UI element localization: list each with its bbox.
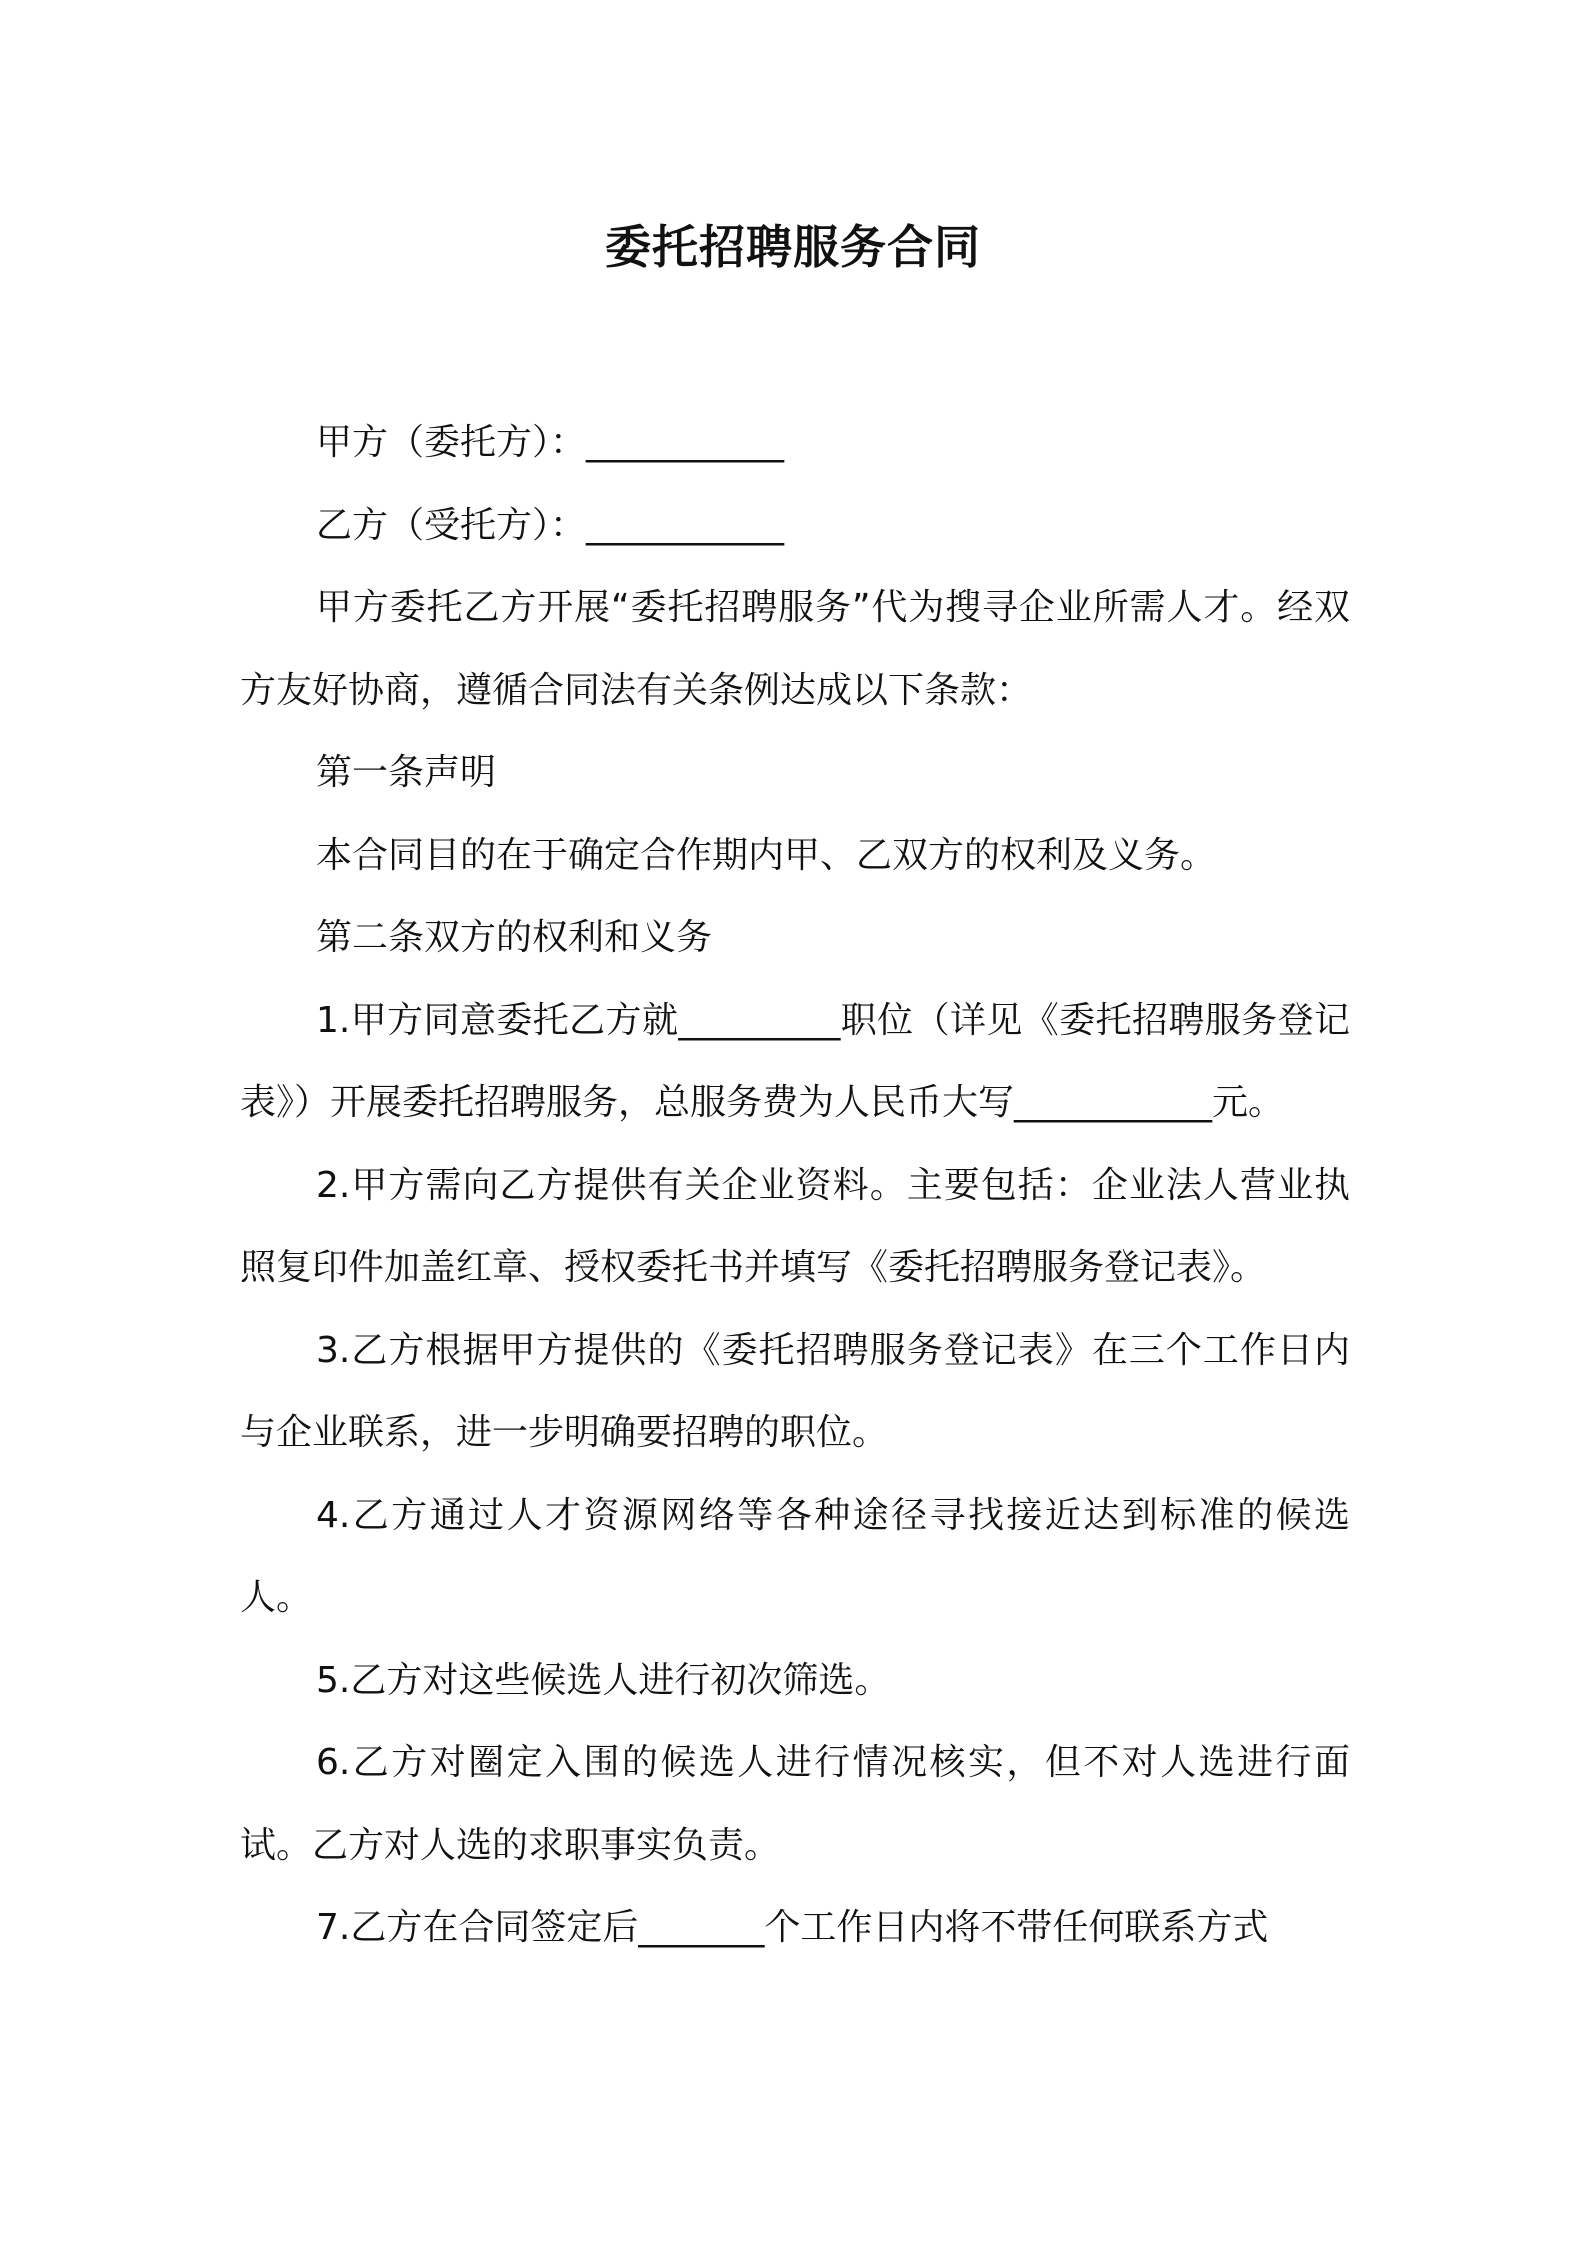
clause-1: 1.甲方同意委托乙方就_________职位（详见《委托招聘服务登记表》）开展委托招聘服务，总服务费为人民币大写___________元。 <box>240 999 1350 1123</box>
clause-2: 2.甲方需向乙方提供有关企业资料。主要包括：企业法人营业执照复印件加盖红章、授权委托书并填写《委托招聘服务登记表》。 <box>240 1164 1350 1288</box>
clause-6: 6.乙方对圈定入围的候选人进行情况核实，但不对人选进行面试。乙方对人选的求职事实负责。 <box>240 1742 1350 1866</box>
clause-3: 3.乙方根据甲方提供的《委托招聘服务登记表》在三个工作日内与企业联系，进一步明确要招聘的职位。 <box>240 1329 1350 1453</box>
party-a-line: 甲方（委托方）：___________ <box>316 422 785 463</box>
intro-paragraph: 甲方委托乙方开展“委托招聘服务”代为搜寻企业所需人才。经双方友好协商，遵循合同法有关条例达成以下条款： <box>240 587 1350 711</box>
article-1-heading: 第一条声明 <box>316 752 497 793</box>
clause-4: 4.乙方通过人才资源网络等各种途径寻找接近达到标准的候选人。 <box>240 1494 1350 1618</box>
document-title: 委托招聘服务合同 <box>605 220 981 274</box>
party-b-line: 乙方（受托方）：___________ <box>316 504 785 546</box>
document-body <box>240 402 1350 1970</box>
article-2-heading: 第二条双方的权利和义务 <box>316 917 713 958</box>
article-1-text: 本合同目的在于确定合作期内甲、乙双方的权利及义务。 <box>316 834 1217 876</box>
clause-5: 5.乙方对这些候选人进行初次筛选。 <box>316 1659 891 1701</box>
clause-7: 7.乙方在合同签定后_______个工作日内将不带任何联系方式 <box>316 1907 1269 1948</box>
